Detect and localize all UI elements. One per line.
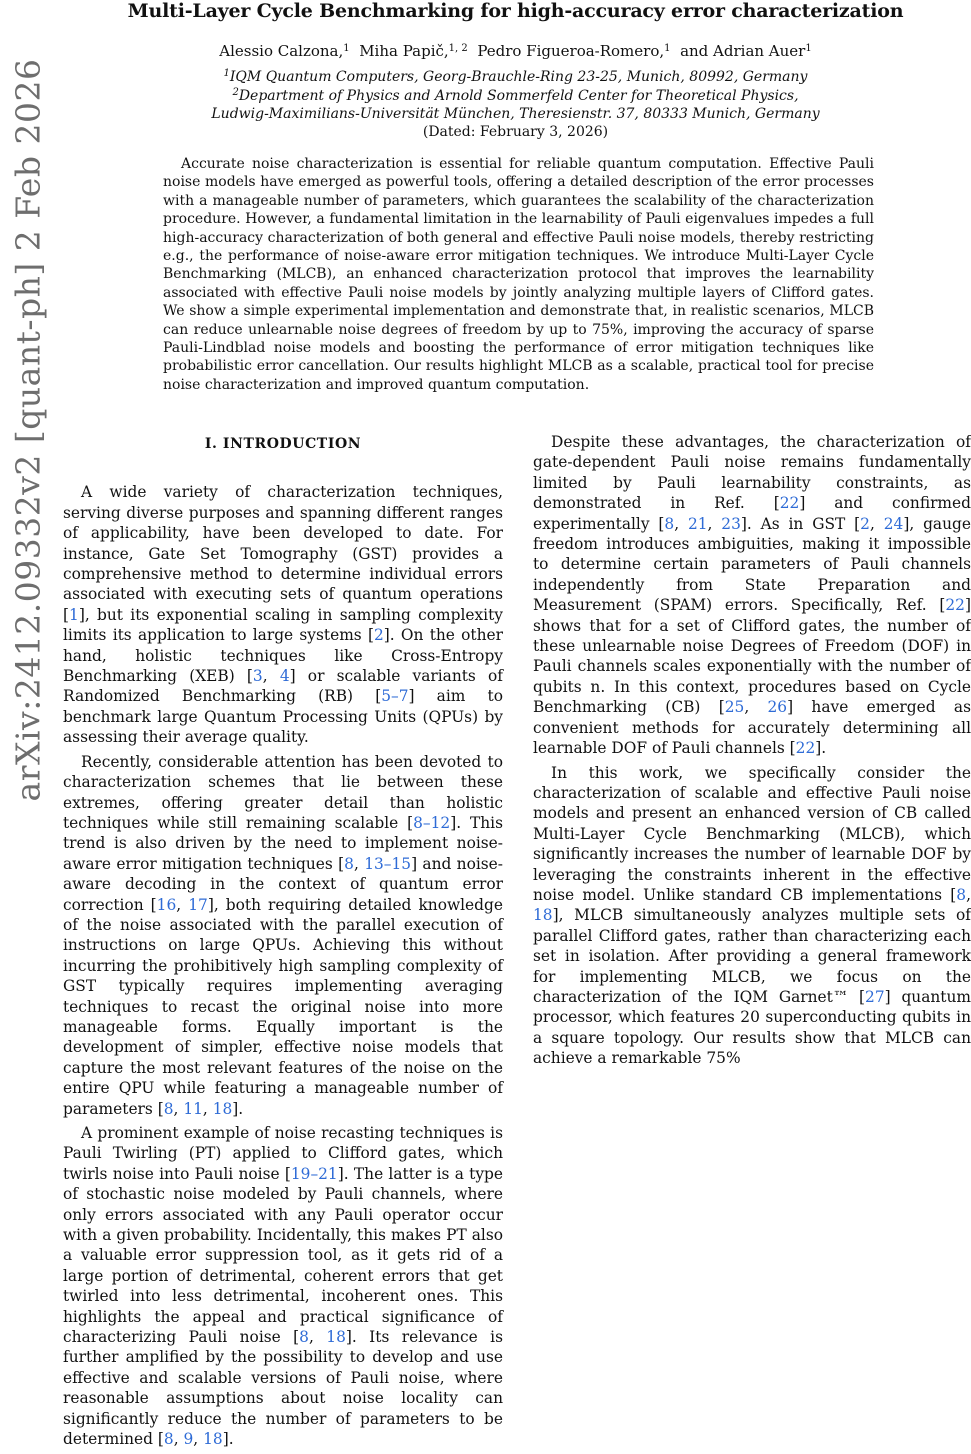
- citation-link[interactable]: 5–7: [381, 687, 409, 706]
- affiliation-mark: 1: [223, 68, 230, 79]
- citation-link[interactable]: 9: [183, 1430, 194, 1449]
- author-name: Pedro Figueroa-Romero,: [477, 42, 665, 60]
- citation-link[interactable]: 18: [533, 906, 553, 925]
- author-name: Miha Papič,: [359, 42, 449, 60]
- citation-link[interactable]: 1: [69, 605, 79, 624]
- citation-link[interactable]: 22: [945, 596, 965, 615]
- citation-link[interactable]: 22: [795, 739, 816, 758]
- date-line: (Dated: February 3, 2026): [422, 124, 609, 140]
- author-affiliation-mark: 1: [664, 43, 671, 54]
- citation-link[interactable]: 8: [956, 885, 967, 904]
- citation-link[interactable]: 17: [188, 895, 208, 914]
- citation-link[interactable]: 24: [883, 514, 904, 533]
- citation-link[interactable]: 25: [724, 698, 745, 717]
- affiliation-2-line-2: Ludwig-Maximilians-Universität München, Theresienstr. 37, 80333 Munich, Germany: [211, 106, 820, 122]
- citation-link[interactable]: 2: [860, 514, 870, 533]
- citation-link[interactable]: 23: [721, 514, 741, 533]
- citation-link[interactable]: 19–21: [290, 1164, 338, 1183]
- affiliation-2: [60, 88, 971, 104]
- citation-link[interactable]: 8–12: [413, 813, 451, 832]
- arxiv-identifier: arXiv:2412.09332v2 [quant-ph] 2 Feb 2026: [8, 58, 48, 802]
- citation-link[interactable]: 8: [664, 514, 675, 533]
- citation-link[interactable]: 11: [183, 1099, 203, 1118]
- author-name: and Adrian Auer: [680, 42, 806, 60]
- citation-link[interactable]: 3: [252, 667, 263, 686]
- left-column: [63, 428, 503, 1454]
- author-name: Alessio Calzona,: [219, 42, 344, 60]
- right-column: [533, 432, 971, 1073]
- affiliation-mark: 2: [232, 87, 239, 98]
- citation-link[interactable]: 26: [767, 698, 788, 717]
- citation-link[interactable]: 16: [156, 895, 177, 914]
- author-affiliation-mark: 1, 2: [448, 43, 468, 54]
- citation-link[interactable]: 8: [163, 1430, 174, 1449]
- affiliation-text: Department of Physics and Arnold Sommerfeld Center for Theoretical Physics,: [238, 88, 799, 104]
- citation-link[interactable]: 4: [279, 667, 290, 686]
- paragraph: Despite these advantages, the characterization of gate-dependent Pauli noise remains fundamentally limited by Pauli learnability constraints, as demonstrated in Ref. [22] and confirmed experimentally [8, 21, 23]. As in GST [2, 24], gauge freedom introduces ambiguities, making it impossible to determine certain parameters of Pauli channels independently from State Preparation and Measurement (SPAM) errors. Specifically, Ref. [22] shows that for a set of Clifford gates, the number of these unlearnable noise Degrees of Freedom (DOF) in Pauli channels scales exponentially with the number of qubits n. In this context, procedures based on Cycle Benchmarking (CB) [25, 26] have emerged as convenient methods for accurately determining all learnable DOF of Pauli channels [22].: [533, 433, 971, 758]
- citation-link[interactable]: 18: [212, 1099, 233, 1118]
- affiliation-1: [60, 69, 971, 85]
- paragraph: A prominent example of noise recasting techniques is Pauli Twirling (PT) applied to Clifford gates, which twirls noise into Pauli noise [19–21]. The latter is a type of stochastic noise modeled by Pauli channels, where only errors associated with any Pauli operator occur with a given probability. Incidentally, this makes PT also a valuable error suppression tool, as it gets rid of a large portion of detrimental, coherent errors that get twirled into less detrimental, incoherent ones. This highlights the appeal and practical significance of characterizing Pauli noise [8, 18]. Its relevance is further amplified by the possibility to develop and use effective and scalable versions of Pauli noise, where reasonable assumptions about noise locality can significantly reduce the number of parameters to be determined [8, 9, 18].: [63, 1124, 503, 1449]
- author-affiliation-mark: 1: [343, 43, 350, 54]
- citation-link[interactable]: 2: [373, 626, 384, 645]
- abstract: Accurate noise characterization is essential for reliable quantum computation. Effective Pauli noise models have emerged as powerful tools, offering a detailed description of the error processes with a manageable number of parameters, which guarantees the scalability of the characterization procedure. However, a fundamental limitation in the learnability of Pauli eigenvalues impedes a full high-accuracy characterization of both general and effective Pauli noise models, thereby restricting e.g., the performance of noise-aware error mitigation techniques. We introduce Multi-Layer Cycle Benchmarking (MLCB), an enhanced characterization protocol that improves the learnability associated with effective Pauli noise models by jointly analyzing multiple layers of Clifford gates. We show a simple experimental implementation and demonstrate that, in realistic scenarios, MLCB can reduce unlearnable noise degrees of freedom by up to 75%, improving the accuracy of sparse Pauli-Lindblad noise models and boosting the performance of error mitigation techniques like probabilistic error cancellation. Our results highlight MLCB as a scalable, practical tool for precise noise characterization and improved quantum computation.: [163, 156, 874, 393]
- citation-link[interactable]: 18: [203, 1430, 223, 1449]
- paragraph: A wide variety of characterization techniques, serving diverse purposes and spanning different ranges of applicability, have been developed to date. For instance, Gate Set Tomography (GST) provides a comprehensive method to determine individual errors associated with executing sets of quantum operations [1], but its exponential scaling in sampling complexity limits its application to large systems [2]. On the other hand, holistic techniques like Cross-Entropy Benchmarking (XEB) [3, 4] or scalable variants of Randomized Benchmarking (RB) [5–7] aim to benchmark large Quantum Processing Units (QPUs) by assessing their average quality.: [63, 483, 503, 747]
- citation-link[interactable]: 8: [299, 1328, 309, 1347]
- paragraph: Recently, considerable attention has been devoted to characterization schemes that lie between these extremes, offering greater detail than holistic techniques while still remaining scalable [8–12]. This trend is also driven by the need to implement noise-aware error mitigation techniques [8, 13–15] and noise-aware decoding in the context of quantum error correction [16, 17], both requiring detailed knowledge of the noise associated with the parallel execution of instructions on large QPUs. Achieving this without incurring the prohibitively high sampling complexity of GST typically requires implementing averaging techniques to recast the original noise into more manageable forms. Equally important is the development of simpler, effective noise models that capture the most relevant features of the noise on the entire QPU while featuring a manageable number of parameters [8, 11, 18].: [63, 752, 503, 1118]
- arxiv-sidebar: [0, 0, 58, 1200]
- citation-link[interactable]: 13–15: [364, 854, 412, 873]
- citation-link[interactable]: 8: [163, 1099, 174, 1118]
- citation-link[interactable]: 8: [344, 854, 354, 873]
- paper-title: Multi-Layer Cycle Benchmarking for high-accuracy error characterization: [127, 0, 904, 22]
- author-list: [60, 42, 971, 60]
- paragraph: In this work, we specifically consider the characterization of scalable and effective Pauli noise models and present an enhanced version of CB called Multi-Layer Cycle Benchmarking (MLCB), which significantly increases the number of learnable DOF by leveraging the constraints inherent in the effective noise model. Unlike standard CB implementations [8, 18], MLCB simultaneously analyzes multiple sets of parallel Clifford gates, rather than characterizing each set in isolation. After providing a general framework for implementing MLCB, we focus on the characterization of the IQM Garnet™ [27] quantum processor, which features 20 superconducting qubits in a square topology. Our results show that MLCB can achieve a remarkable 75%: [533, 763, 971, 1068]
- citation-link[interactable]: 22: [779, 494, 800, 513]
- citation-link[interactable]: 21: [687, 514, 708, 533]
- citation-link[interactable]: 27: [865, 987, 885, 1006]
- citation-link[interactable]: 18: [326, 1328, 346, 1347]
- affiliation-text: IQM Quantum Computers, Georg-Brauchle-Ring 23-25, Munich, 80992, Germany: [229, 69, 808, 85]
- author-affiliation-mark: 1: [805, 43, 812, 54]
- section-heading: I. INTRODUCTION: [204, 436, 362, 452]
